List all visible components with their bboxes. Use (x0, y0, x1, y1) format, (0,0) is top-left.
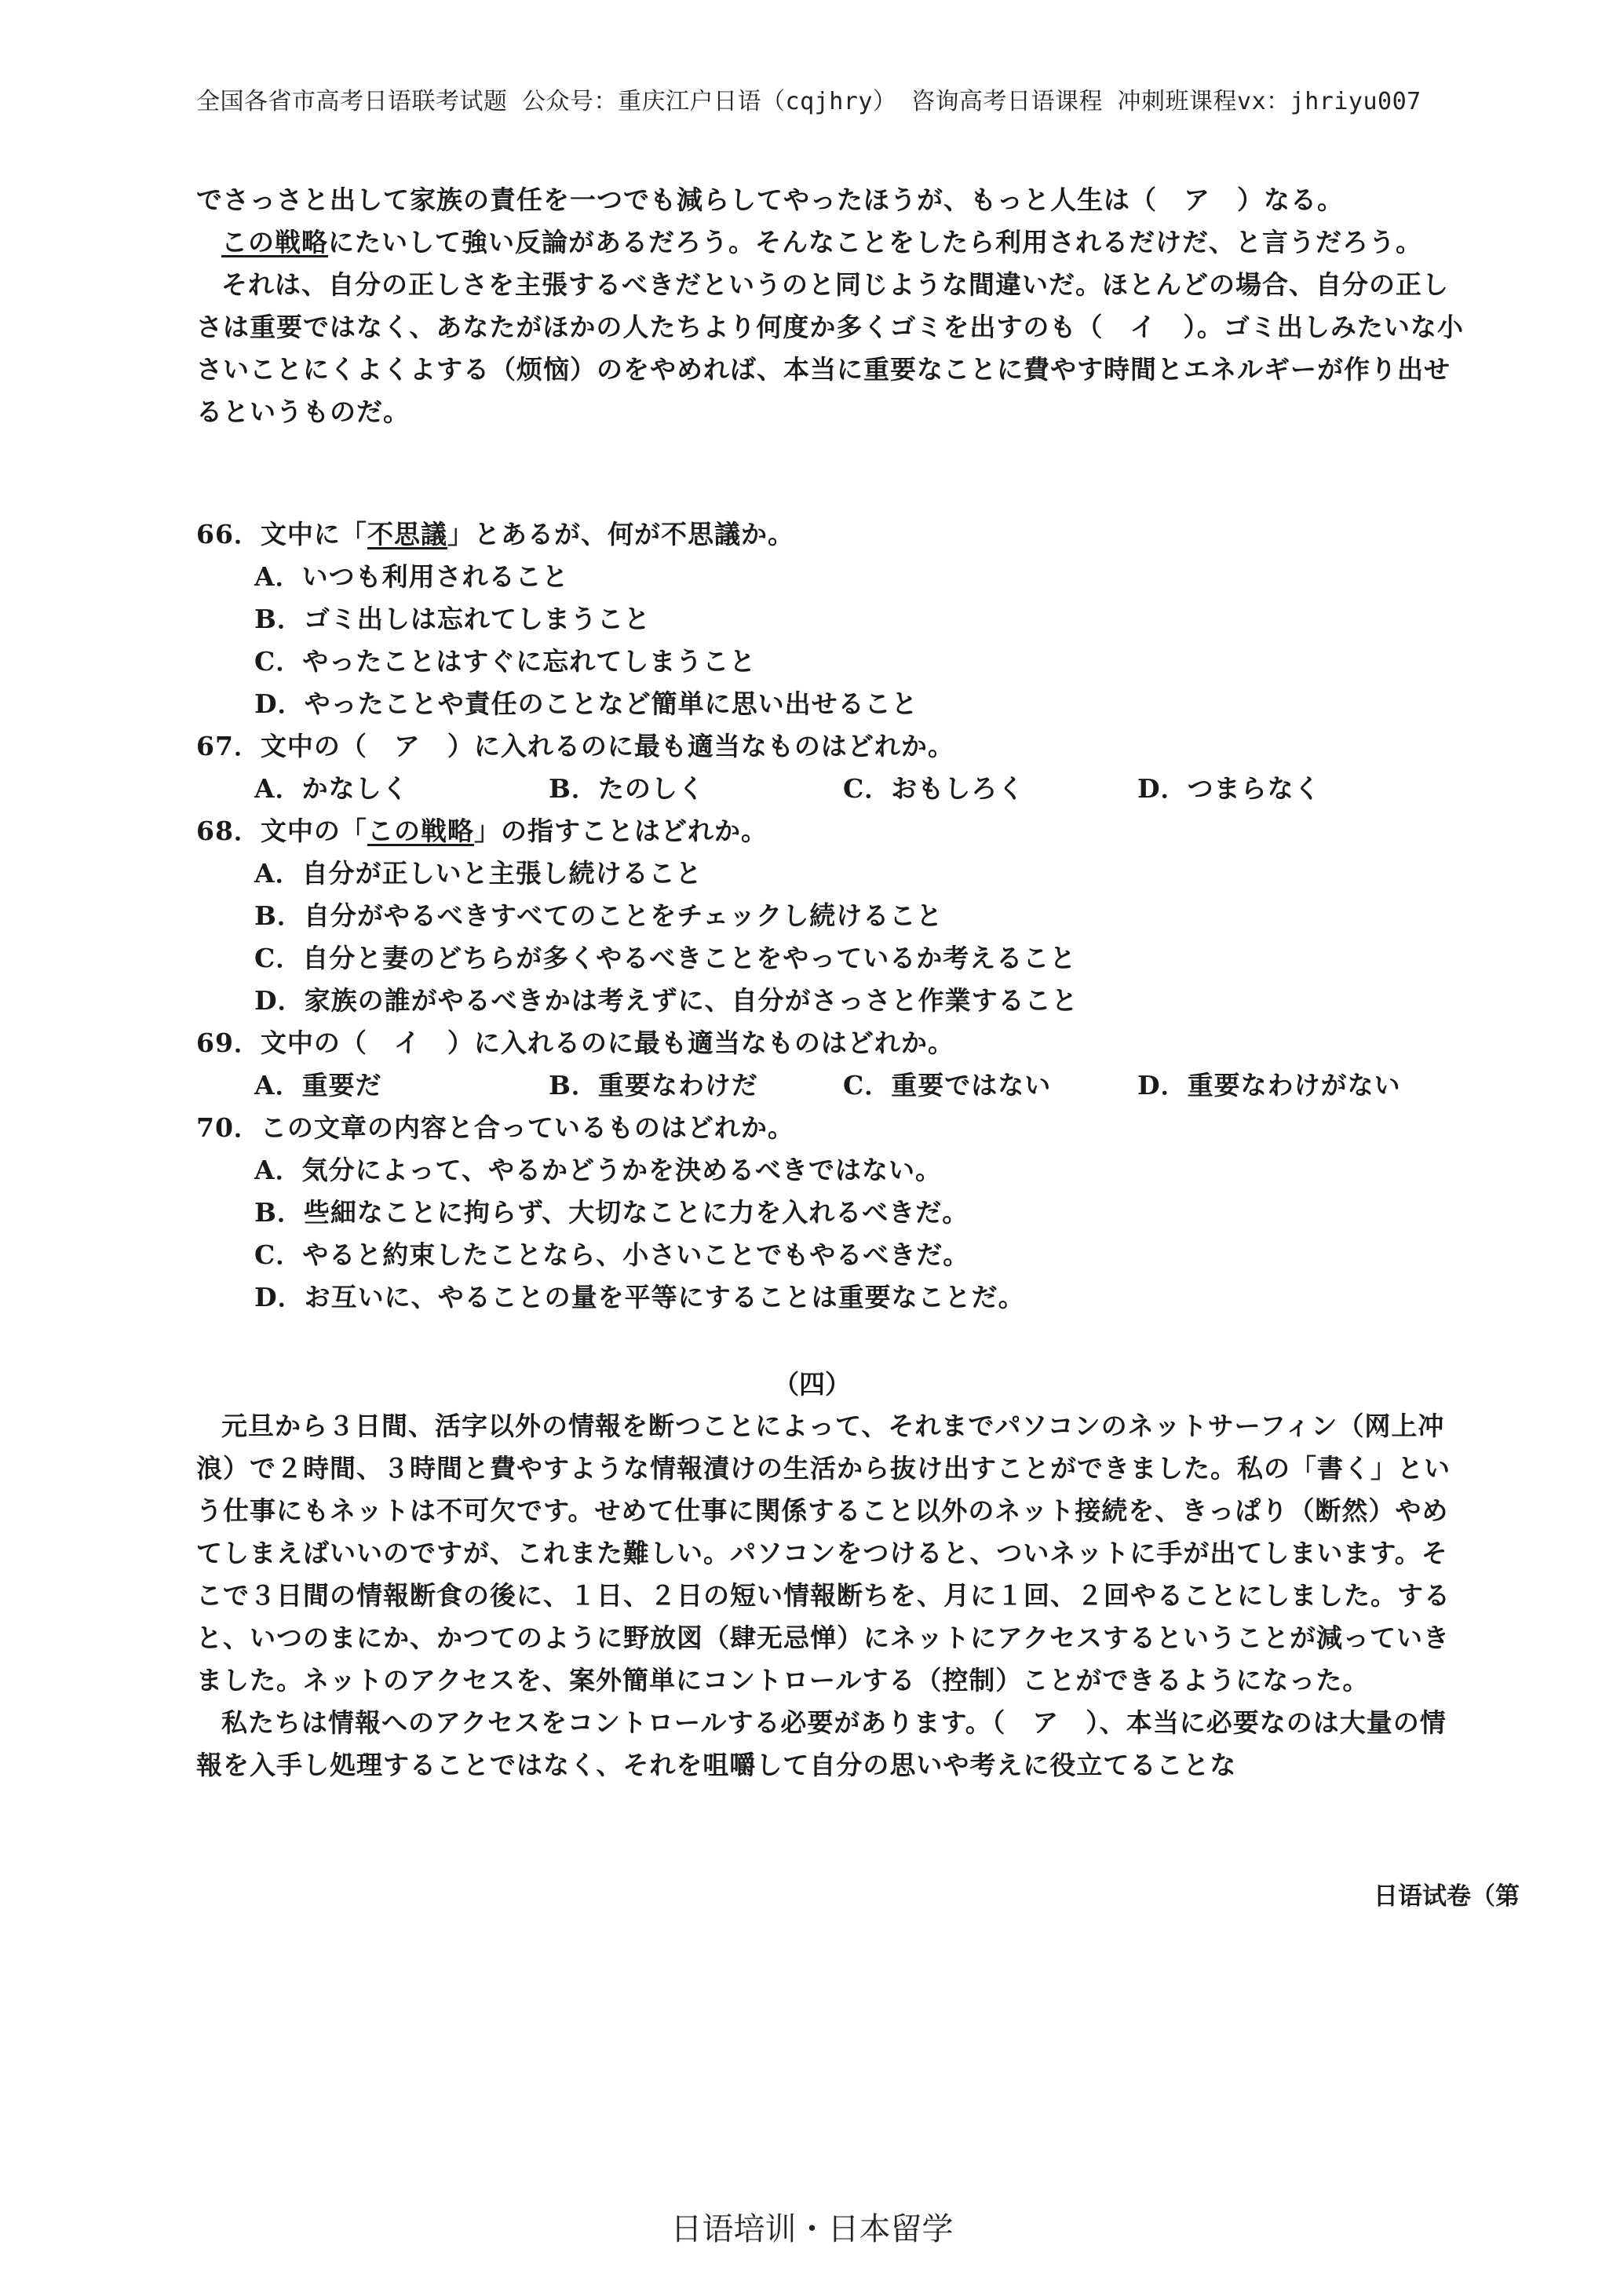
option-67-d[interactable]: D．つまらなく (1137, 773, 1321, 804)
question-stem: 66．文中に「 (196, 519, 367, 549)
question-stem: 68．文中の「 (196, 816, 367, 846)
page-footer-label: 日语试卷（第 (1374, 1882, 1520, 1911)
option-70-d[interactable]: D．お互いに、やることの量を平等にすることは重要なことだ。 (254, 1282, 1025, 1312)
page-header: 全国各省市高考日语联考试题 公众号：重庆江户日语（cqjhry） 咨询高考日语课程 冲刺班课程vx：jhriyu007 (196, 88, 1421, 115)
options-67 (196, 768, 1468, 810)
option-69-d[interactable]: D．重要なわけがない (1137, 1070, 1401, 1101)
option-69-b[interactable]: B．重要なわけだ (549, 1070, 758, 1101)
question-stem: 」とあるが、何が不思議か。 (447, 519, 794, 549)
passage-line: でさっさと出して家族の責任を一つでも減らしてやったほうが、もっと人生は（ ア ）なる。 (196, 184, 1344, 215)
option-66-b[interactable]: B．ゴミ出しは忘れてしまうこと (254, 604, 651, 634)
paragraph-text: にたいして強い反論があるだろう。そんなことをしたら利用されるだけだ、と言うだろう。 (328, 227, 1422, 257)
question-69: 69．文中の（ イ ）に入れるのに最も適当なものはどれか。 (196, 1028, 954, 1058)
underlined-phrase: 不思議 (367, 519, 447, 549)
option-66-a[interactable]: A．いつも利用されること (254, 561, 569, 592)
section-title: （四） (773, 1369, 851, 1400)
question-stem: 」の指すことはどれか。 (473, 816, 768, 846)
option-67-c[interactable]: C．おもしろく (843, 773, 1025, 804)
underlined-phrase: この戦略 (367, 816, 474, 846)
question-68 (196, 810, 1468, 852)
passage-paragraph: それは、自分の正しさを主張するべきだというのと同じような間違いだ。ほとんどの場合、自分の正しさは重要ではなく、あなたがほかの人たちより何度か多くゴミを出すのも（ イ ）。ゴミ出しみたいな小さいことにくよくよする（烦恼）のをやめれば、本当に重要なことに費やす時間とエネルギーが作り出せるというものだ。 (196, 269, 1464, 427)
option-69-c[interactable]: C．重要ではない (843, 1070, 1052, 1101)
question-67: 67．文中の（ ア ）に入れるのに最も適当なものはどれか。 (196, 731, 954, 761)
passage-paragraph: 元旦から３日間、活字以外の情報を断つことによって、それまでパソコンのネットサーフィン（网上冲浪）で２時間、３時間と費やすような情報漬けの生活から抜け出すことができました。私の「書く」という仕事にもネットは不可欠です。せめて仕事に関係すること以外のネット接続を、きっぱり（断然）やめてしまえばいいのですが、これまた難しい。パソコンをつけると、ついネットに手が出てしまいます。そこで３日間の情報断食の後に、１日、２日の短い情報断ちを、月に１回、２回やることにしました。すると、いつのまにか、かつてのように野放図（肆无忌惮）にネットにアクセスするということが減っていきました。ネットのアクセスを、案外簡単にコントロールする（控制）ことができるようになった。 (196, 1411, 1451, 1696)
option-66-d[interactable]: D．やったことや責任のことなど簡単に思い出せること (254, 688, 918, 719)
option-66-c[interactable]: C．やったことはすぐに忘れてしまうこと (254, 646, 757, 677)
option-70-a[interactable]: A．気分によって、やるかどうかを決めるべきではない。 (254, 1155, 942, 1185)
option-68-a[interactable]: A．自分が正しいと主張し続けること (254, 858, 703, 889)
option-67-a[interactable]: A．かなしく (254, 773, 409, 804)
question-66 (196, 513, 1468, 556)
passage-paragraph (196, 221, 1468, 264)
passage-three-tail (196, 179, 1468, 433)
option-68-b[interactable]: B．自分がやるべきすべてのことをチェックし続けること (254, 900, 943, 931)
option-68-c[interactable]: C．自分と妻のどちらが多くやるべきことをやっているか考えること (254, 943, 1077, 973)
footer-watermark: 日语培训・日本留学 (670, 2211, 954, 2247)
passage-paragraph: 私たちは情報へのアクセスをコントロールする必要があります。（ ア ）、本当に必要なのは大量の情報を入手し処理することではなく、それを咀嚼して自分の思いや考えに役立てることな (196, 1707, 1447, 1780)
option-67-b[interactable]: B．たのしく (549, 773, 705, 804)
option-68-d[interactable]: D．家族の誰がやるべきかは考えずに、自分がさっさと作業すること (254, 985, 1078, 1016)
option-70-b[interactable]: B．些細なことに拘らず、大切なことに力を入れるべきだ。 (254, 1197, 969, 1228)
question-list (196, 513, 1468, 1319)
underlined-phrase: この戦略 (221, 227, 328, 257)
option-70-c[interactable]: C．やると約束したことなら、小さいことでもやるべきだ。 (254, 1239, 970, 1270)
passage-four (196, 1405, 1468, 1787)
question-70: 70．この文章の内容と合っているものはどれか。 (196, 1112, 794, 1143)
option-69-a[interactable]: A．重要だ (254, 1070, 382, 1101)
options-69 (196, 1064, 1468, 1107)
